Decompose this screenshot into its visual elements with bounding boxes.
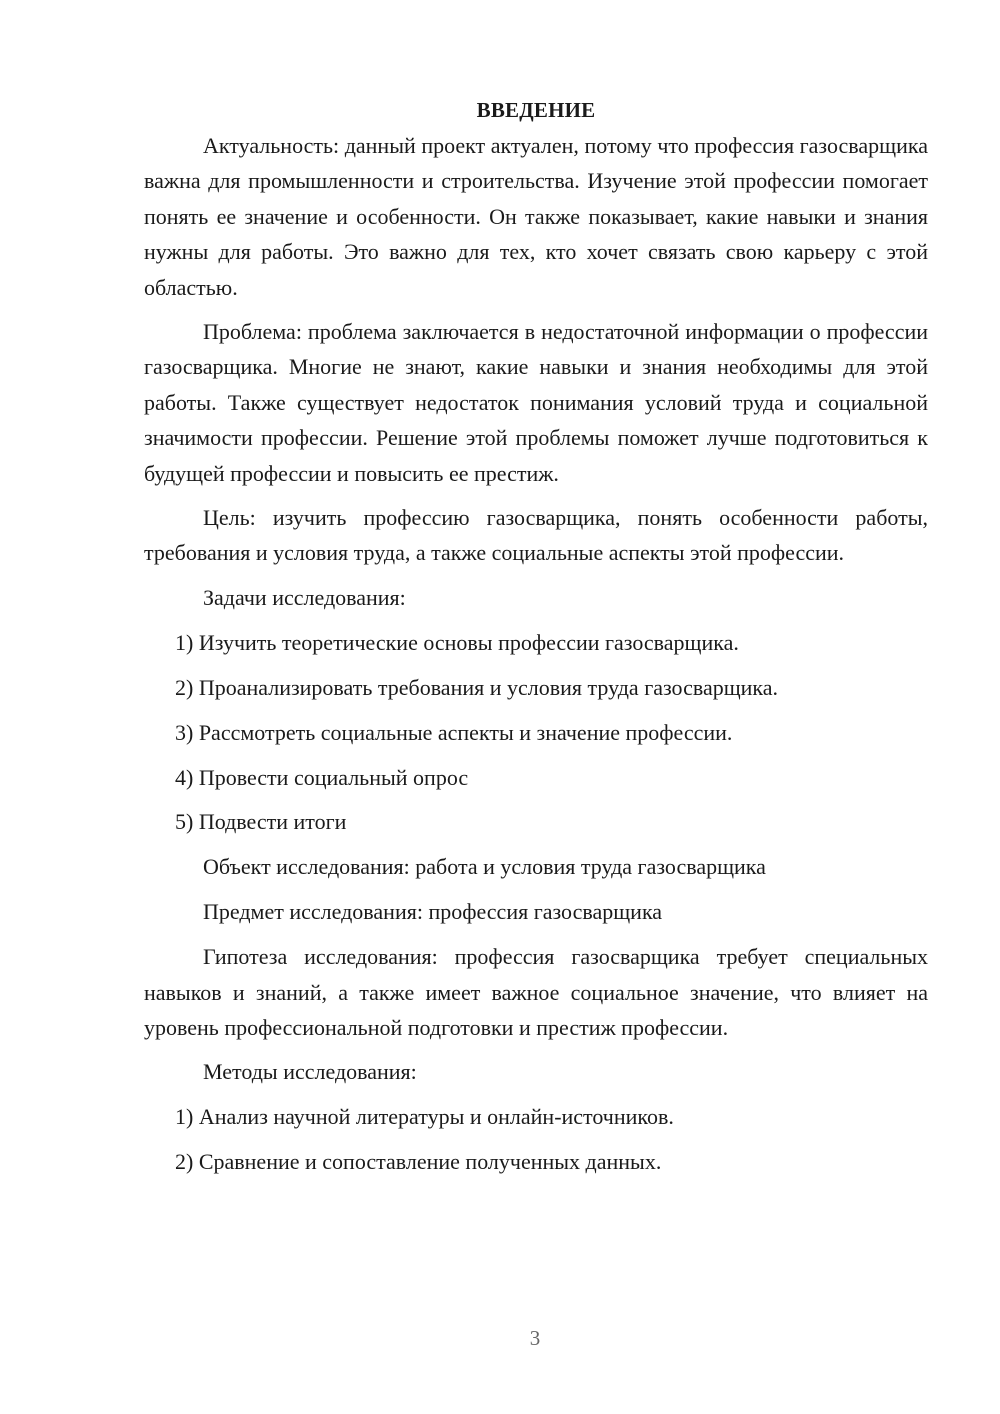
document-page <box>144 94 928 1189</box>
method-item: 2) Сравнение и сопоставление полученных данных. <box>175 1149 662 1175</box>
paragraph-relevance: Актуальность: данный проект актуален, потому что профессия газосварщика важна для промышленности и строительства. Изучение этой профессии помогает понять ее значение и особенности. Он также показывает, какие навыки и знания нужны для работы. Это важно для тех, кто хочет связать свою карьеру с этой областью. <box>144 133 928 300</box>
paragraph-problem: Проблема: проблема заключается в недостаточной информации о профессии газосварщика. Многие не знают, какие навыки и знания необходимы для этой работы. Также существует недостаток понимания условий труда и социальной значимости профессии. Решение этой проблемы поможет лучше подготовиться к будущей профессии и повысить ее престиж. <box>144 319 928 486</box>
page-number: 3 <box>529 1326 541 1350</box>
methods-heading: Методы исследования: <box>203 1059 417 1085</box>
methods-list <box>144 1099 928 1179</box>
paragraph-hypothesis: Гипотеза исследования: профессия газосварщика требует специальных навыков и знаний, а также имеет важное социальное значение, что влияет на уровень профессиональной подготовки и престиж профессии. <box>144 944 928 1040</box>
task-item: 4) Провести социальный опрос <box>175 764 469 790</box>
task-item: 5) Подвести итоги <box>175 809 347 835</box>
section-title: ВВЕДЕНИЕ <box>476 98 596 122</box>
task-item: 1) Изучить теоретические основы профессии газосварщика. <box>175 629 739 655</box>
tasks-list <box>144 625 928 840</box>
research-object: Объект исследования: работа и условия труда газосварщика <box>203 854 766 880</box>
task-item: 2) Проанализировать требования и условия труда газосварщика. <box>175 674 779 700</box>
research-subject: Предмет исследования: профессия газосварщика <box>203 899 663 925</box>
task-item: 3) Рассмотреть социальные аспекты и значение профессии. <box>175 719 733 745</box>
paragraph-goal: Цель: изучить профессию газосварщика, понять особенности работы, требования и условия труда, а также социальные аспекты этой профессии. <box>144 505 928 566</box>
method-item: 1) Анализ научной литературы и онлайн-источников. <box>175 1104 674 1130</box>
tasks-heading: Задачи исследования: <box>203 584 406 610</box>
